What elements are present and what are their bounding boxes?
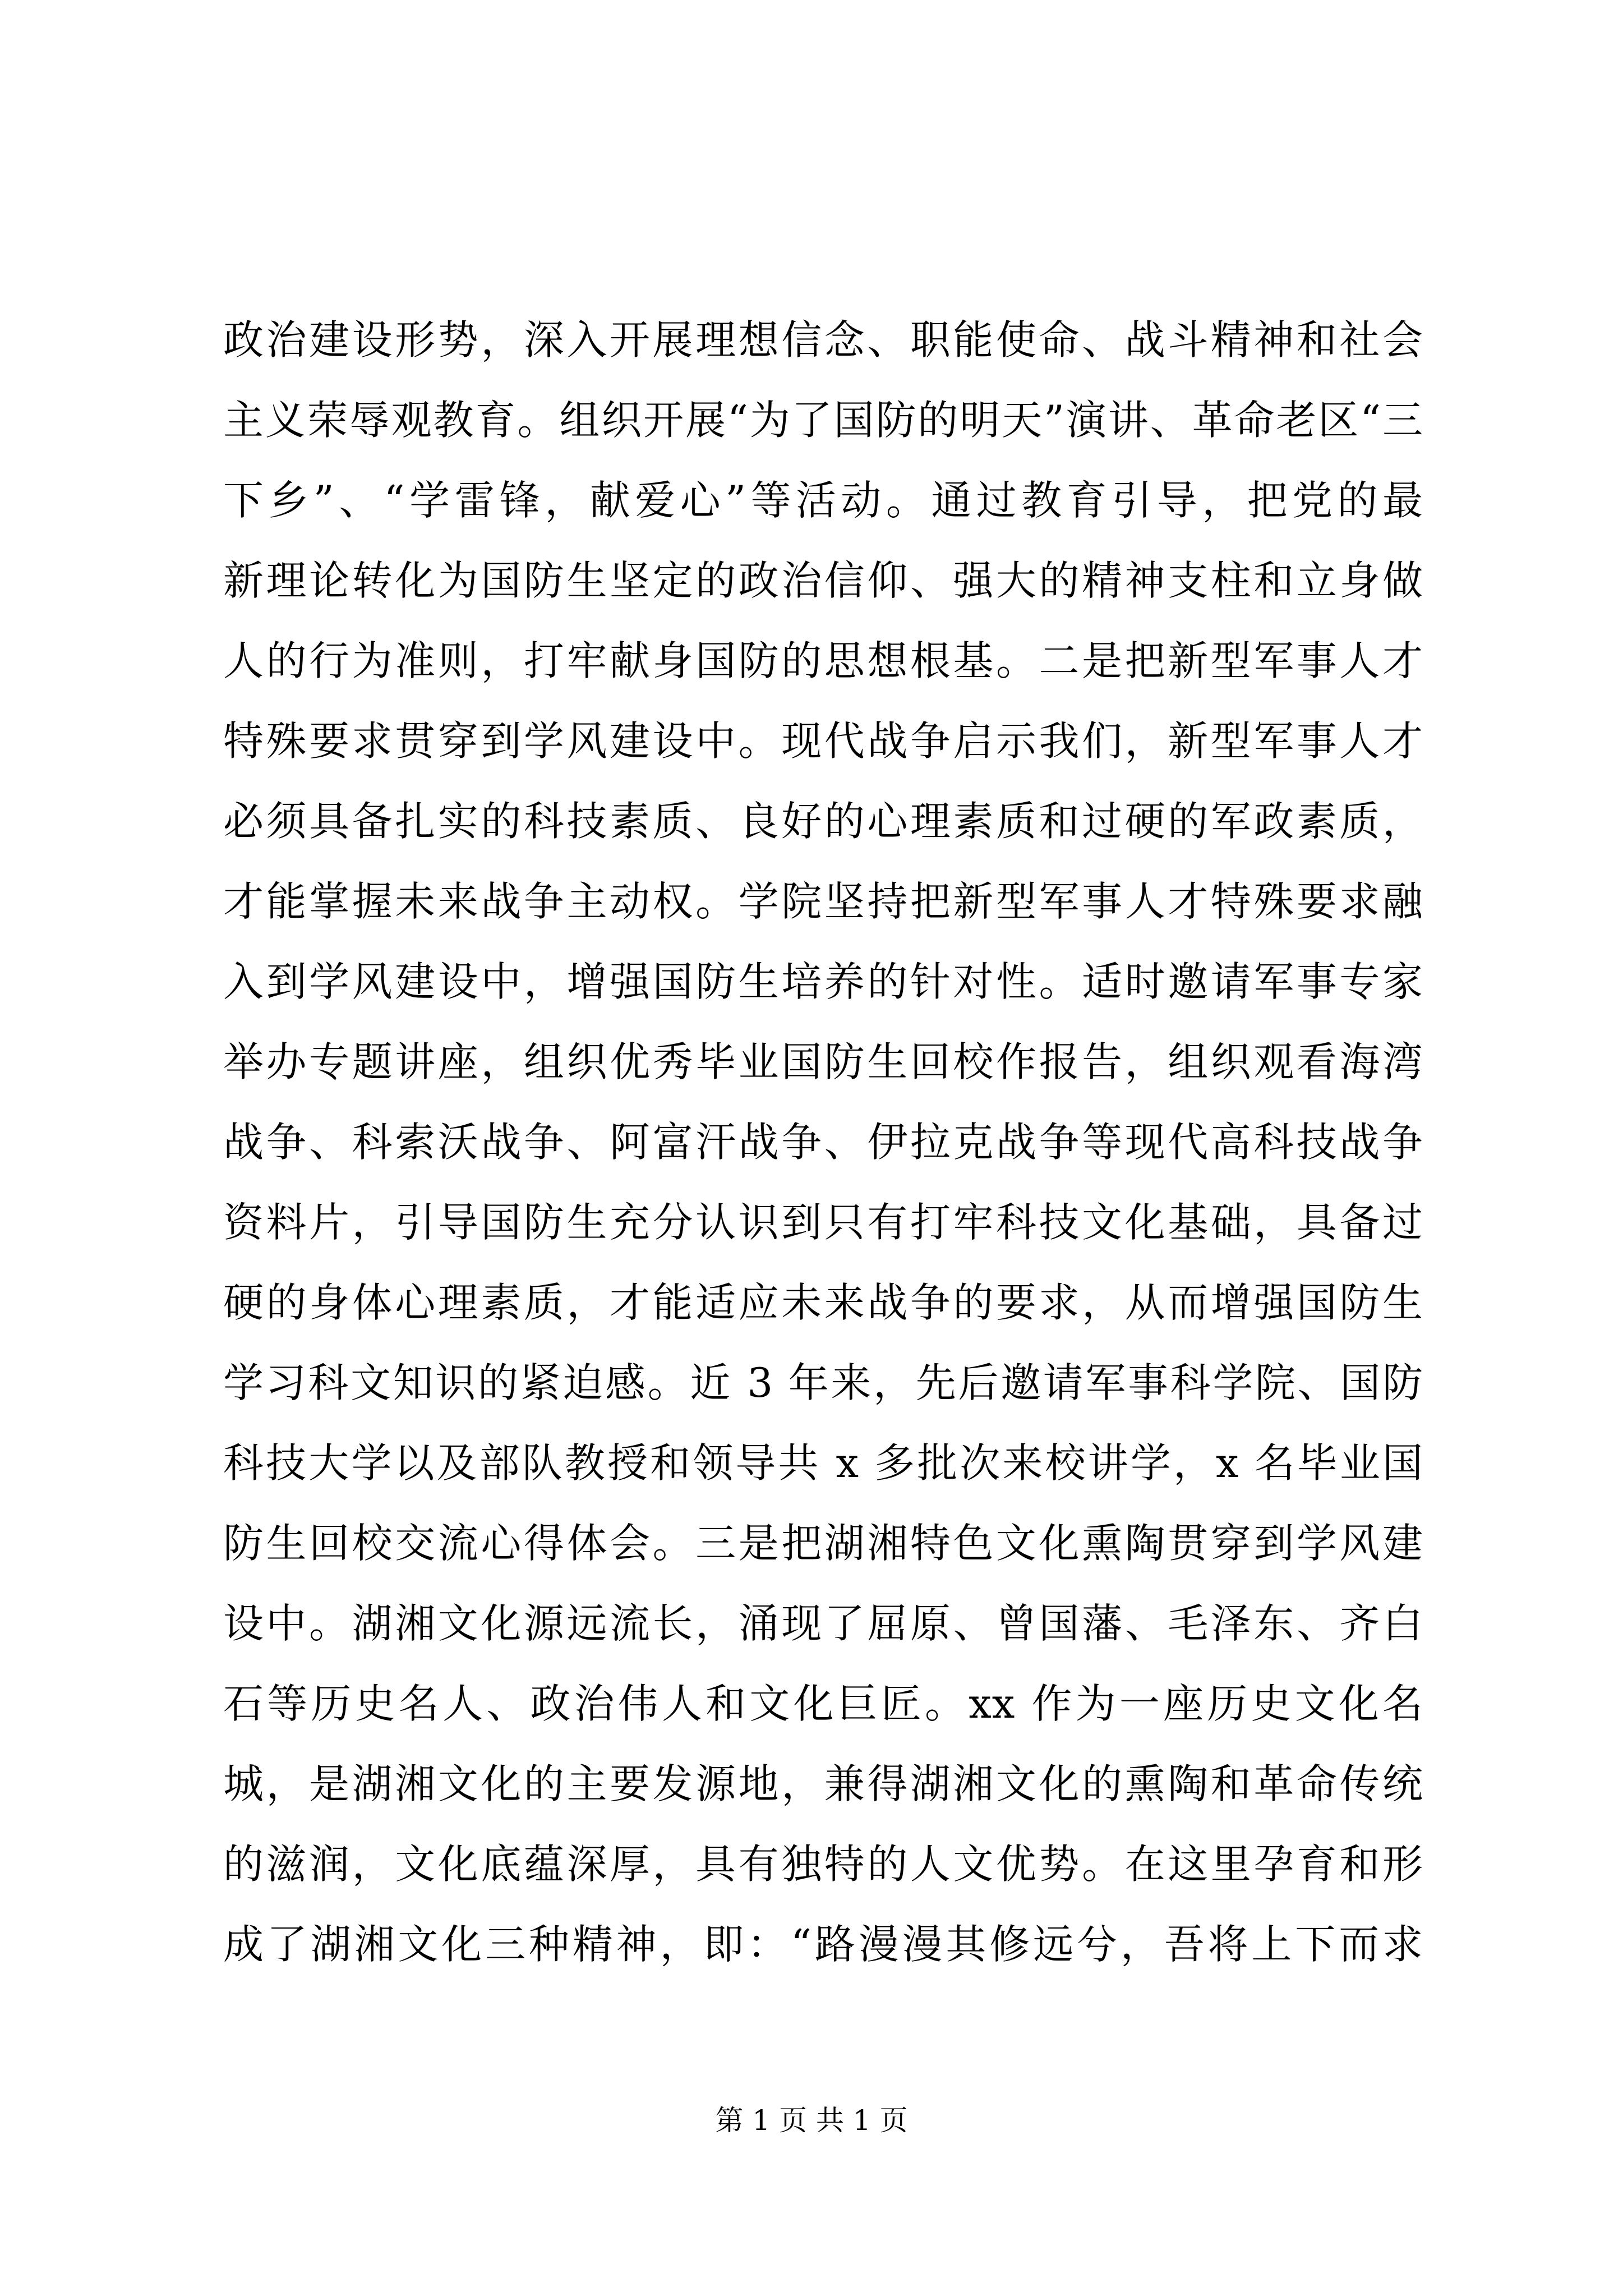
text-line: 入到学风建设中，增强国防生培养的针对性。适时邀请军事专家 [223, 958, 1423, 1005]
text-line: 下乡”、“学雷锋，献爱心”等活动。通过教育引导，把党的最 [223, 477, 1423, 524]
body-paragraph [223, 300, 1423, 1985]
text-line: 防生回校交流心得体会。三是把湖湘特色文化熏陶贯穿到学风建 [223, 1520, 1423, 1567]
text-line: 资料片，引导国防生充分认识到只有打牢科技文化基础，具备过 [223, 1199, 1423, 1246]
text-line: 成了湖湘文化三种精神，即：“路漫漫其修远兮，吾将上下而求 [223, 1921, 1423, 1968]
text-line: 主义荣辱观教育。组织开展“为了国防的明天”演讲、革命老区“三 [223, 397, 1423, 444]
text-line: 才能掌握未来战争主动权。学院坚持把新型军事人才特殊要求融 [223, 878, 1423, 925]
text-line: 学习科文知识的紧迫感。近 3 年来，先后邀请军事科学院、国防 [223, 1359, 1423, 1406]
text-line: 石等历史名人、政治伟人和文化巨匠。xx 作为一座历史文化名 [223, 1680, 1423, 1727]
text-line: 的滋润，文化底蕴深厚，具有独特的人文优势。在这里孕育和形 [223, 1841, 1423, 1888]
text-line: 特殊要求贯穿到学风建设中。现代战争启示我们，新型军事人才 [223, 717, 1423, 765]
page-number-footer: 第 1 页 共 1 页 [715, 2104, 908, 2137]
text-line: 战争、科索沃战争、阿富汗战争、伊拉克战争等现代高科技战争 [223, 1119, 1423, 1166]
text-line: 设中。湖湘文化源远流长，涌现了屈原、曾国藩、毛泽东、齐白 [223, 1600, 1423, 1647]
text-line: 举办专题讲座，组织优秀毕业国防生回校作报告，组织观看海湾 [223, 1038, 1423, 1085]
text-line: 科技大学以及部队教授和领导共 x 多批次来校讲学，x 名毕业国 [223, 1439, 1423, 1487]
text-line: 必须具备扎实的科技素质、良好的心理素质和过硬的军政素质， [223, 798, 1423, 845]
text-line: 新理论转化为国防生坚定的政治信仰、强大的精神支柱和立身做 [223, 557, 1423, 604]
text-line: 城，是湖湘文化的主要发源地，兼得湖湘文化的熏陶和革命传统 [223, 1760, 1423, 1807]
text-line: 硬的身体心理素质，才能适应未来战争的要求，从而增强国防生 [223, 1279, 1423, 1326]
text-line: 人的行为准则，打牢献身国防的思想根基。二是把新型军事人才 [223, 637, 1423, 684]
text-line: 政治建设形势，深入开展理想信念、职能使命、战斗精神和社会 [223, 316, 1423, 364]
